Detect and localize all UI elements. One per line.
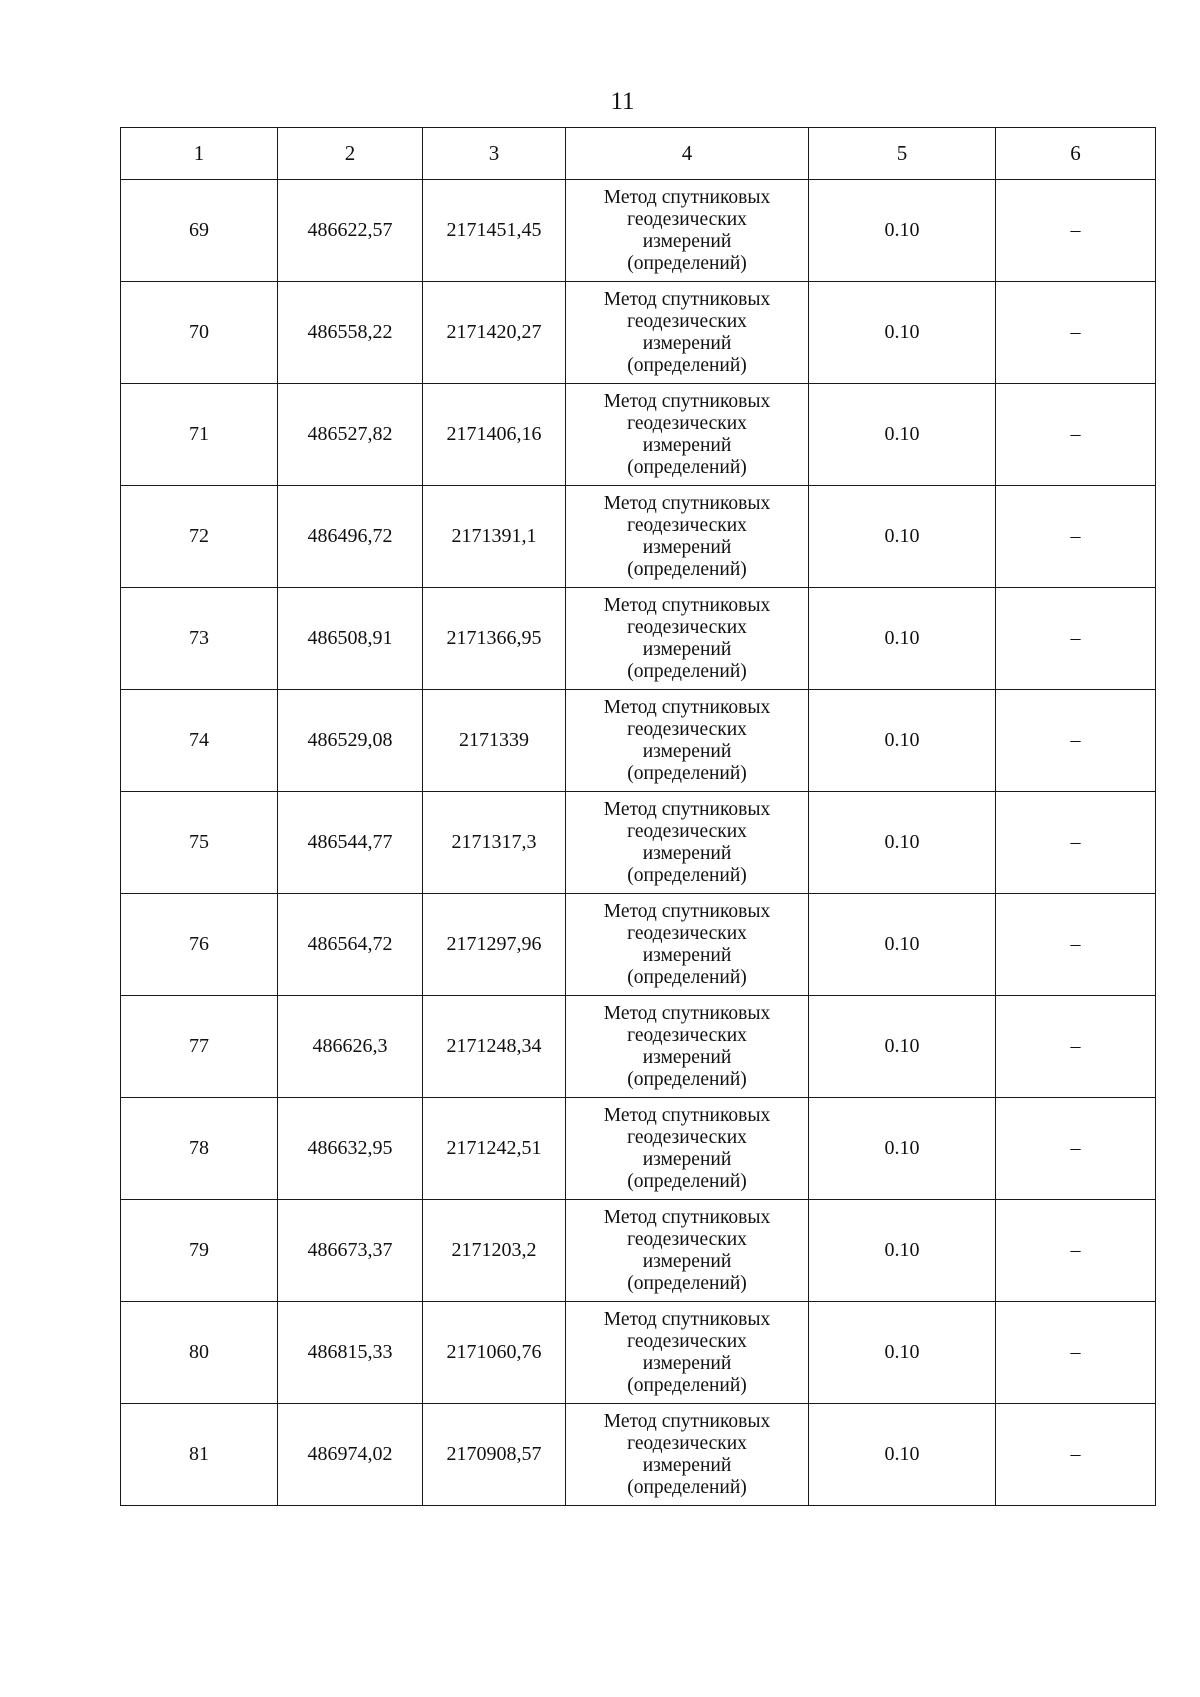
table-row [121, 180, 1156, 282]
column-header: 4 [566, 128, 809, 180]
method-line: (определений) [627, 660, 747, 682]
method-cell [566, 384, 809, 486]
precision-cell: 0.10 [809, 996, 996, 1098]
y-coordinate-cell: 2171366,95 [423, 588, 566, 690]
note-cell: – [996, 792, 1156, 894]
method-line: (определений) [627, 1272, 747, 1294]
x-coordinate-cell: 486544,77 [278, 792, 423, 894]
column-header: 2 [278, 128, 423, 180]
note-cell: – [996, 690, 1156, 792]
method-cell [566, 486, 809, 588]
table-row [121, 1404, 1156, 1506]
point-number-cell: 81 [121, 1404, 278, 1506]
method-line: Метод спутниковых [603, 186, 771, 208]
method-line: геодезических [627, 1330, 747, 1352]
method-cell [566, 1098, 809, 1200]
precision-cell: 0.10 [809, 1098, 996, 1200]
point-number-cell: 73 [121, 588, 278, 690]
method-line: геодезических [627, 922, 747, 944]
y-coordinate-cell: 2171391,1 [423, 486, 566, 588]
precision-cell: 0.10 [809, 1200, 996, 1302]
method-line: измерений [642, 944, 732, 966]
x-coordinate-cell: 486496,72 [278, 486, 423, 588]
method-line: Метод спутниковых [603, 1308, 771, 1330]
precision-cell: 0.10 [809, 180, 996, 282]
x-coordinate-cell: 486626,3 [278, 996, 423, 1098]
precision-cell: 0.10 [809, 792, 996, 894]
method-line: (определений) [627, 864, 747, 886]
table-row [121, 894, 1156, 996]
x-coordinate-cell: 486632,95 [278, 1098, 423, 1200]
method-line: измерений [642, 740, 732, 762]
point-number-cell: 80 [121, 1302, 278, 1404]
method-line: (определений) [627, 1170, 747, 1192]
method-line: геодезических [627, 310, 747, 332]
coordinates-table [120, 127, 1156, 1506]
method-line: измерений [642, 332, 732, 354]
column-header: 1 [121, 128, 278, 180]
table-header-row [121, 128, 1156, 180]
point-number-cell: 69 [121, 180, 278, 282]
point-number-cell: 79 [121, 1200, 278, 1302]
method-line: (определений) [627, 1476, 747, 1498]
method-line: (определений) [627, 1374, 747, 1396]
coordinates-table-container [120, 127, 1155, 1506]
point-number-cell: 70 [121, 282, 278, 384]
table-row [121, 384, 1156, 486]
table-row [121, 282, 1156, 384]
method-line: геодезических [627, 616, 747, 638]
method-cell [566, 1200, 809, 1302]
column-header: 3 [423, 128, 566, 180]
method-line: геодезических [627, 1024, 747, 1046]
y-coordinate-cell: 2171451,45 [423, 180, 566, 282]
method-line: измерений [642, 638, 732, 660]
y-coordinate-cell: 2171339 [423, 690, 566, 792]
method-line: измерений [642, 1148, 732, 1170]
method-line: (определений) [627, 1068, 747, 1090]
table-body [121, 180, 1156, 1506]
precision-cell: 0.10 [809, 1302, 996, 1404]
table-row [121, 792, 1156, 894]
method-line: Метод спутниковых [603, 1104, 771, 1126]
x-coordinate-cell: 486508,91 [278, 588, 423, 690]
method-line: (определений) [627, 252, 747, 274]
x-coordinate-cell: 486622,57 [278, 180, 423, 282]
method-line: измерений [642, 230, 732, 252]
point-number-cell: 74 [121, 690, 278, 792]
x-coordinate-cell: 486815,33 [278, 1302, 423, 1404]
y-coordinate-cell: 2171420,27 [423, 282, 566, 384]
x-coordinate-cell: 486564,72 [278, 894, 423, 996]
method-cell [566, 180, 809, 282]
column-header: 5 [809, 128, 996, 180]
method-line: геодезических [627, 1432, 747, 1454]
precision-cell: 0.10 [809, 690, 996, 792]
note-cell: – [996, 1200, 1156, 1302]
table-row [121, 1200, 1156, 1302]
precision-cell: 0.10 [809, 894, 996, 996]
table-row [121, 486, 1156, 588]
method-line: Метод спутниковых [603, 492, 771, 514]
method-line: Метод спутниковых [603, 900, 771, 922]
method-cell [566, 282, 809, 384]
note-cell: – [996, 1098, 1156, 1200]
method-line: измерений [642, 536, 732, 558]
column-header: 6 [996, 128, 1156, 180]
table-row [121, 996, 1156, 1098]
note-cell: – [996, 996, 1156, 1098]
method-line: Метод спутниковых [603, 594, 771, 616]
method-line: Метод спутниковых [603, 1002, 771, 1024]
point-number-cell: 78 [121, 1098, 278, 1200]
note-cell: – [996, 486, 1156, 588]
method-line: Метод спутниковых [603, 798, 771, 820]
method-line: геодезических [627, 1228, 747, 1250]
precision-cell: 0.10 [809, 384, 996, 486]
method-line: (определений) [627, 558, 747, 580]
method-line: измерений [642, 1454, 732, 1476]
note-cell: – [996, 180, 1156, 282]
table-row [121, 1098, 1156, 1200]
table-row [121, 588, 1156, 690]
x-coordinate-cell: 486558,22 [278, 282, 423, 384]
precision-cell: 0.10 [809, 486, 996, 588]
point-number-cell: 71 [121, 384, 278, 486]
method-cell [566, 588, 809, 690]
method-cell [566, 894, 809, 996]
note-cell: – [996, 282, 1156, 384]
method-line: (определений) [627, 762, 747, 784]
method-line: (определений) [627, 354, 747, 376]
method-cell [566, 996, 809, 1098]
y-coordinate-cell: 2170908,57 [423, 1404, 566, 1506]
note-cell: – [996, 894, 1156, 996]
y-coordinate-cell: 2171317,3 [423, 792, 566, 894]
method-line: Метод спутниковых [603, 1410, 771, 1432]
x-coordinate-cell: 486974,02 [278, 1404, 423, 1506]
method-line: Метод спутниковых [603, 696, 771, 718]
method-line: Метод спутниковых [603, 1206, 771, 1228]
note-cell: – [996, 1302, 1156, 1404]
method-line: геодезических [627, 412, 747, 434]
y-coordinate-cell: 2171248,34 [423, 996, 566, 1098]
x-coordinate-cell: 486529,08 [278, 690, 423, 792]
precision-cell: 0.10 [809, 588, 996, 690]
y-coordinate-cell: 2171060,76 [423, 1302, 566, 1404]
method-line: измерений [642, 434, 732, 456]
y-coordinate-cell: 2171406,16 [423, 384, 566, 486]
precision-cell: 0.10 [809, 1404, 996, 1506]
note-cell: – [996, 1404, 1156, 1506]
page-number: 11 [610, 88, 635, 115]
method-cell [566, 1302, 809, 1404]
x-coordinate-cell: 486527,82 [278, 384, 423, 486]
method-line: Метод спутниковых [603, 288, 771, 310]
method-line: геодезических [627, 1126, 747, 1148]
y-coordinate-cell: 2171203,2 [423, 1200, 566, 1302]
x-coordinate-cell: 486673,37 [278, 1200, 423, 1302]
method-line: измерений [642, 842, 732, 864]
method-line: измерений [642, 1352, 732, 1374]
point-number-cell: 72 [121, 486, 278, 588]
method-line: Метод спутниковых [603, 390, 771, 412]
method-line: геодезических [627, 208, 747, 230]
method-line: геодезических [627, 718, 747, 740]
method-cell [566, 792, 809, 894]
method-line: (определений) [627, 456, 747, 478]
method-line: (определений) [627, 966, 747, 988]
y-coordinate-cell: 2171242,51 [423, 1098, 566, 1200]
y-coordinate-cell: 2171297,96 [423, 894, 566, 996]
note-cell: – [996, 588, 1156, 690]
note-cell: – [996, 384, 1156, 486]
point-number-cell: 77 [121, 996, 278, 1098]
method-line: измерений [642, 1250, 732, 1272]
method-line: измерений [642, 1046, 732, 1068]
method-cell [566, 1404, 809, 1506]
precision-cell: 0.10 [809, 282, 996, 384]
point-number-cell: 76 [121, 894, 278, 996]
method-cell [566, 690, 809, 792]
table-row [121, 1302, 1156, 1404]
table-row [121, 690, 1156, 792]
method-line: геодезических [627, 514, 747, 536]
method-line: геодезических [627, 820, 747, 842]
point-number-cell: 75 [121, 792, 278, 894]
